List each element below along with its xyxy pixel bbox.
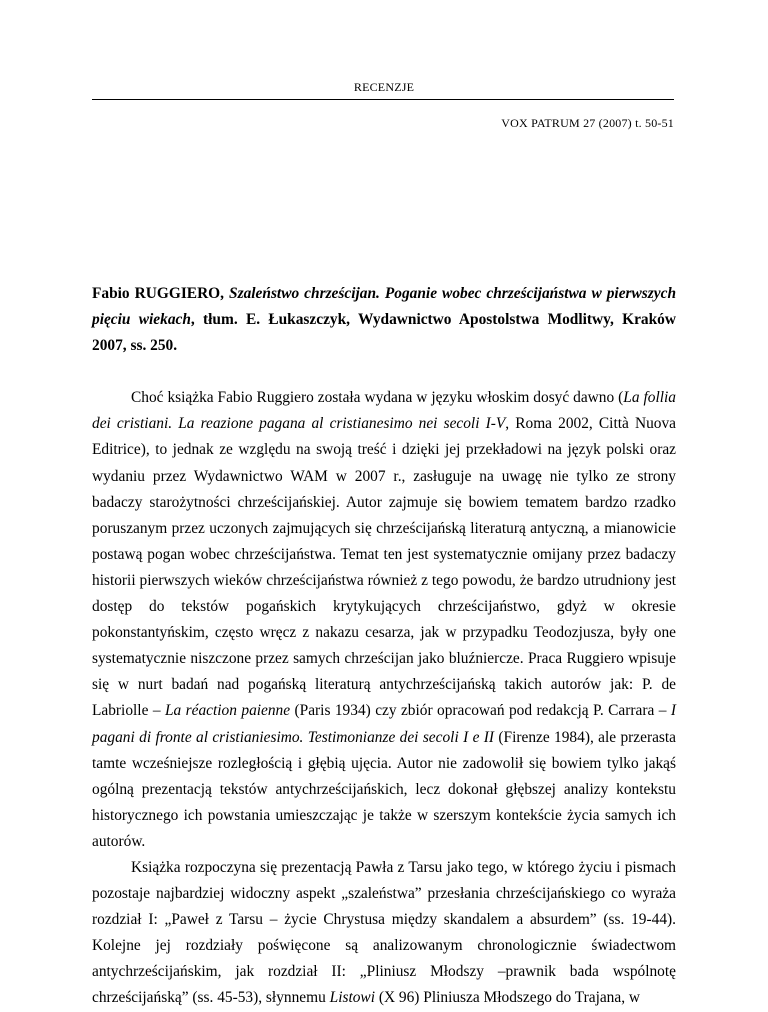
book-details: , tłum. E. Łukaszczyk, Wydawnictwo Apostolstwa Modlitwy, Kraków 2007, ss. 250. bbox=[92, 311, 676, 355]
cited-title: La réaction paienne bbox=[164, 702, 291, 720]
cited-title: La follia dei cristiani. La reazione pagana al cristianesimo nei secoli I-V bbox=[92, 389, 676, 433]
book-citation bbox=[92, 281, 676, 359]
paragraph-text: (Paris 1934) czy zbiór opracowań pod redakcją P. Carrara – bbox=[290, 702, 671, 720]
cited-title: I pagani di fronte al cristianiesimo. Testimonianze dei secoli I e II bbox=[92, 702, 676, 746]
cited-title: Listowi bbox=[329, 989, 375, 1007]
book-title: Szaleństwo chrześcijan. Poganie wobec chrześcijaństwa w pierwszych pięciu wiekach bbox=[92, 285, 676, 329]
review-body bbox=[92, 281, 676, 1012]
paragraph-2 bbox=[92, 855, 676, 1012]
paragraph-text: (X 96) Pliniusza Młodszego do Trajana, w bbox=[374, 989, 641, 1007]
paragraph-text: Książka rozpoczyna się prezentacją Pawła z Tarsu jako tego, w którego życiu i pismach pozostaje najbardziej widoczny aspekt „szaleństwa” przesłania chrześcijańskiego co wyraża rozdział I: „Paweł z Tarsu – życie Chrystusa między skandalem a absurdem” (ss. 19-44). Kolejne jej rozdziały poświęcone są analizowanym chronologicznie świadectwom antychrześcijańskim, jak rozdział II: „Pliniusz Młodszy –prawnik bada wspólnotę chrześcijańską” (ss. 45-53), słynnemu bbox=[92, 858, 676, 1007]
book-author: Fabio RUGGIERO, bbox=[92, 285, 230, 302]
section-title: RECENZJE bbox=[353, 80, 415, 94]
paragraph-text: , Roma 2002, Città Nuova Editrice), to jednak ze względu na swoją treść i dzięki jej przekładowi na język polski oraz wydaniu przez Wydawnictwo WAM w 2007 r., zasługuje na uwagę nie tylko ze strony badaczy starożytności chrześcijańskiej. Autor zajmuje się bowiem tematem bardzo rzadko poruszanym przez uczonych zajmujących się chrześcijańską literaturą antyczną, a mianowicie postawą pogan wobec chrześcijaństwa. Temat ten jest systematycznie omijany przez badaczy historii pierwszych wieków chrześcijaństwa również z tego powodu, że bardzo utrudniony jest dostęp do tekstów pogańskich krytykujących chrześcijaństwo, gdyż w okresie pokonstantyńskim, często wręcz z nakazu cesarza, jak w przypadku Teodozjusza, były one systematycznie niszczone przez samych chrześcijan jako bluźniercze. Praca Ruggiero wpisuje się w nurt badań nad pogańską literaturą antychrześcijańską takich autorów jak: P. de Labriolle – bbox=[92, 415, 676, 720]
header-divider bbox=[92, 99, 674, 100]
spacer bbox=[92, 359, 676, 385]
paragraph-1 bbox=[92, 385, 676, 855]
journal-reference: VOX PATRUM 27 (2007) t. 50-51 bbox=[501, 116, 674, 130]
paragraph-text: Choć książka Fabio Ruggiero została wydana w języku włoskim dosyć dawno ( bbox=[131, 389, 624, 407]
paragraph-text: (Firenze 1984), ale przerasta tamte wcześniejsze rozległością i głębią ujęcia. Autor nie zadowolił się bowiem tylko jakąś ogólną prezentacją tekstów antychrześcijańskich, lecz dokonał głębszej analizy kontekstu historycznego ich powstania umieszczając je także w szerszym kontekście życia samych ich autorów. bbox=[92, 728, 676, 850]
